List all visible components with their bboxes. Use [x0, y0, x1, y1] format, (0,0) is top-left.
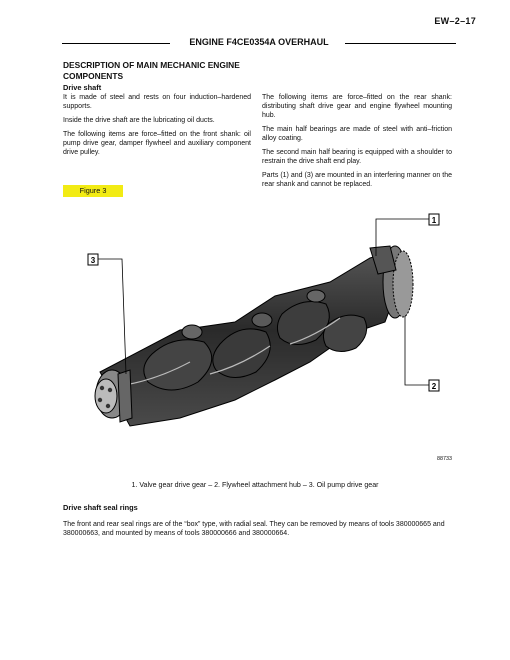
drive-shaft-subheading: Drive shaft [63, 83, 102, 92]
svg-text:1: 1 [431, 216, 437, 225]
paragraph: The second main half bearing is equipped with a shoulder to restrain the drive shaft end play. [262, 149, 452, 166]
section-heading: DESCRIPTION OF MAIN MECHANIC ENGINE COMPONENTS [63, 60, 240, 81]
svg-text:3: 3 [90, 256, 96, 265]
callout-3 [88, 254, 126, 374]
title-row [62, 37, 456, 49]
title-rule-right [345, 43, 456, 44]
page-reference: EW–2–17 [434, 16, 476, 26]
callout-2 [405, 316, 439, 391]
svg-text:2: 2 [431, 382, 437, 391]
figure-label: Figure 3 [63, 185, 123, 197]
figure-code: 88733 [437, 456, 452, 462]
seal-rings-paragraph: The front and rear seal rings are of the “box” type, with radial seal. They can be removed by means of tools 380000665 and 380000663, and mounted by means of tools 380000666 and 380000664. [63, 521, 445, 538]
paragraph: The following items are force–fitted on the rear shank: distributing shaft drive gear and engine flywheel mounting hub. [262, 94, 452, 120]
paragraph: The following items are force–fitted on the front shank: oil pump drive gear, damper flywheel and auxiliary component drive pulley. [63, 130, 251, 157]
paragraph: It is made of steel and rests on four induction–hardened supports. [63, 94, 251, 111]
seal-rings-heading: Drive shaft seal rings [63, 503, 138, 512]
left-text-column [63, 93, 251, 162]
paragraph: Inside the drive shaft are the lubricating oil ducts. [63, 117, 215, 124]
document-title: ENGINE F4CE0354A OVERHAUL [189, 37, 329, 47]
crankshaft-illustration [60, 204, 460, 472]
crankshaft-body [100, 252, 400, 426]
paragraph: Parts (1) and (3) are mounted in an interfering manner on the rear shank and cannot be replaced. [262, 172, 452, 189]
front-nose-gear [95, 370, 132, 422]
paragraph: The main half bearings are made of steel with anti–friction alloy coating. [262, 126, 452, 143]
figure-caption: 1. Valve gear drive gear – 2. Flywheel attachment hub – 3. Oil pump drive gear [131, 481, 379, 489]
right-text-column [262, 93, 452, 194]
